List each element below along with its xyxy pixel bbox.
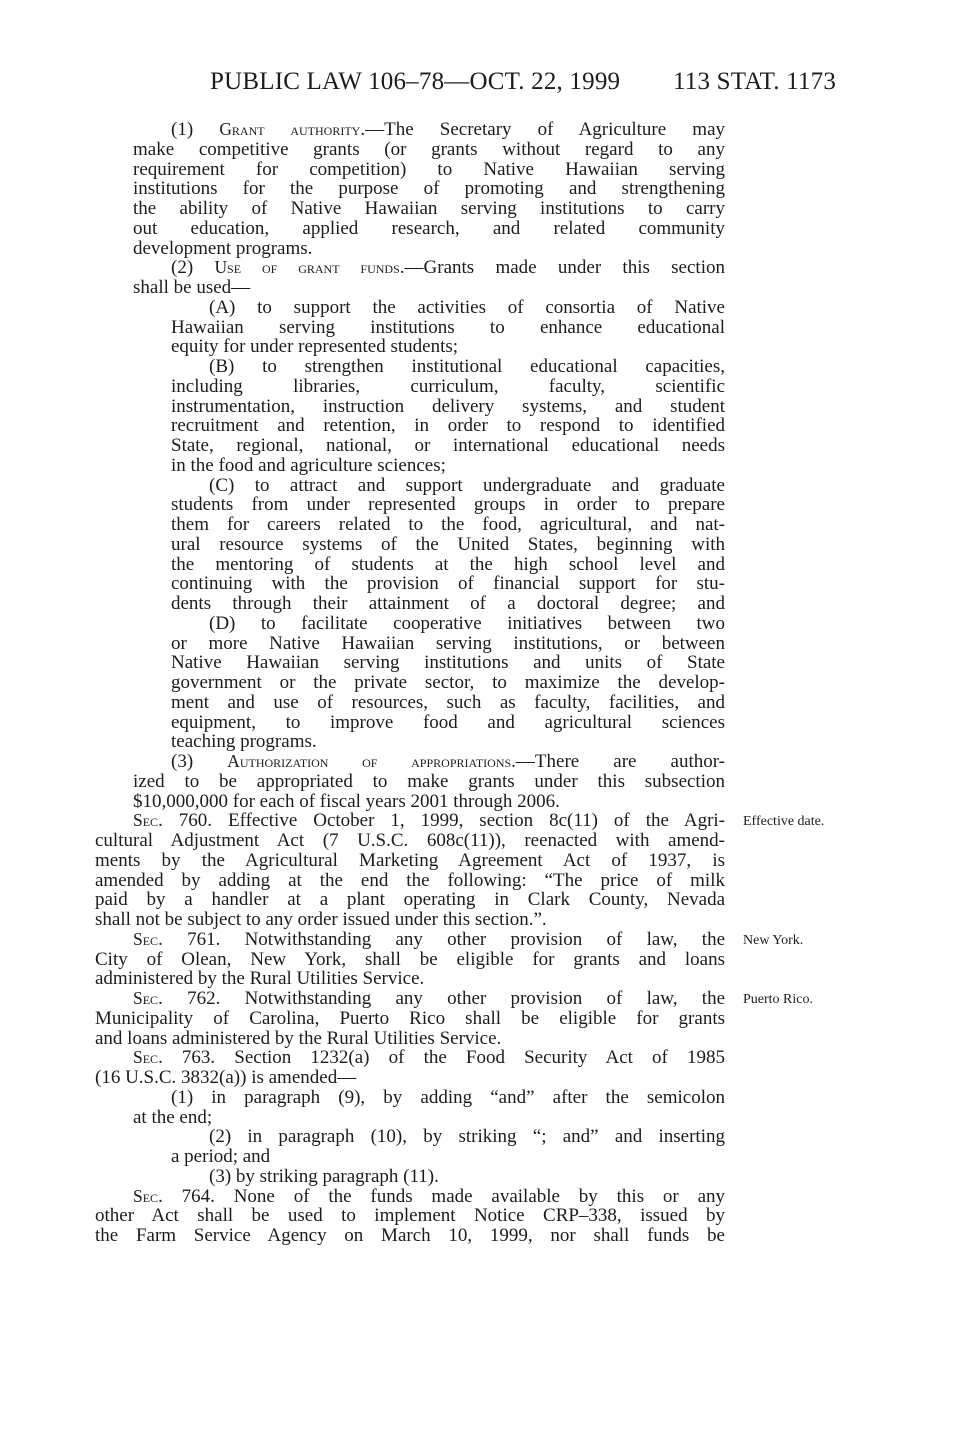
text-line	[171, 120, 725, 140]
text-line	[95, 851, 725, 871]
line-text: a period; and	[171, 1146, 271, 1167]
text-line	[133, 160, 725, 180]
text-line	[133, 1187, 725, 1207]
line-text: shall be used—	[133, 277, 251, 298]
margin-note: Effective date.	[743, 814, 825, 830]
line-text: paid by a handler at a plant operating in Clark County, Nevada	[95, 889, 725, 911]
text-line	[209, 357, 725, 377]
line-text: development programs.	[133, 237, 313, 259]
text-line	[95, 950, 725, 970]
line-text: in the food and agriculture sciences;	[171, 454, 446, 476]
text-line	[171, 594, 725, 614]
small-caps-heading: Sec	[133, 1185, 159, 1206]
text-line	[95, 831, 725, 851]
line-text: State, regional, national, or international educational needs	[171, 435, 725, 456]
text-line	[171, 732, 725, 752]
text-line	[171, 752, 725, 772]
text-line	[171, 337, 725, 357]
line-lead: (2)	[171, 257, 215, 279]
text-line	[171, 673, 725, 693]
line-text: equipment, to improve food and agricultural sciences	[171, 711, 725, 733]
line-text: the Farm Service Agency on March 10, 1999, nor shall funds be	[95, 1225, 725, 1246]
text-line	[171, 574, 725, 594]
text-line	[171, 495, 725, 515]
text-line	[171, 634, 725, 654]
line-text: equity for under represented students;	[171, 336, 459, 358]
text-line	[133, 199, 725, 219]
line-text: Municipality of Carolina, Puerto Rico shall be eligible for grants	[95, 1007, 725, 1029]
header-stat-page: 113 STAT. 1173	[673, 68, 837, 95]
line-text: the mentoring of students at the high school level and	[171, 553, 725, 575]
text-line	[171, 535, 725, 555]
text-line	[95, 1226, 725, 1246]
line-text: instrumentation, instruction delivery systems, and student	[171, 395, 725, 417]
text-line	[133, 1108, 725, 1128]
text-line	[171, 416, 725, 436]
line-text: out education, applied research, and related community	[133, 217, 725, 239]
text-line	[133, 239, 725, 259]
text-line	[95, 1009, 725, 1029]
line-text: ment and use of resources, such as faculty, facilities, and	[171, 691, 725, 713]
line-text: students from under represented groups in order to prepare	[171, 494, 725, 516]
line-text: (A) to support the activities of consortia of Native	[209, 296, 725, 318]
text-line	[133, 140, 725, 160]
line-text: cultural Adjustment Act (7 U.S.C. 608c(11)), reenacted with amend-	[95, 830, 725, 851]
text-line	[209, 1127, 725, 1147]
text-line	[133, 278, 725, 298]
line-text: continuing with the provision of financial support for stu-	[171, 573, 725, 595]
line-text: other Act shall be used to implement Notice CRP–338, issued by	[95, 1205, 725, 1227]
line-text: government or the private sector, to maximize the develop-	[171, 672, 725, 693]
line-text: or more Native Hawaiian serving institutions, or between	[171, 632, 725, 654]
text-line	[171, 1147, 725, 1167]
line-text: teaching programs.	[171, 731, 317, 753]
text-line	[171, 397, 725, 417]
small-caps-heading: Sec	[133, 1047, 159, 1068]
line-text: at the end;	[133, 1106, 213, 1128]
text-line	[171, 555, 725, 575]
text-line	[95, 910, 725, 930]
text-line	[171, 713, 725, 733]
text-line	[171, 1088, 725, 1108]
line-text: ments by the Agricultural Marketing Agreement Act of 1937, is	[95, 849, 725, 871]
line-text: them for careers related to the food, agricultural, and nat-	[171, 514, 725, 535]
text-line	[171, 693, 725, 713]
margin-note: New York.	[743, 932, 804, 948]
line-text: . 760. Effective October 1, 1999, section 8c(11) of the Agri-	[158, 810, 725, 832]
line-text: shall not be subject to any order issued under this section.”.	[95, 909, 547, 930]
line-text: administered by the Rural Utilities Service.	[95, 968, 425, 990]
line-text: (1) in paragraph (9), by adding “and” after the semicolon	[171, 1086, 725, 1108]
line-text: recruitment and retention, in order to respond to identified	[171, 415, 725, 437]
header-title: PUBLIC LAW 106–78—OCT. 22, 1999	[210, 68, 621, 95]
line-text: (16 U.S.C. 3832(a)) is amended—	[95, 1067, 357, 1088]
text-line	[133, 1048, 725, 1068]
text-line	[95, 969, 725, 989]
line-text: (3) by striking paragraph (11).	[209, 1165, 439, 1187]
text-line	[95, 871, 725, 891]
line-text: .—Grants made under this section	[399, 257, 725, 279]
text-line	[95, 1206, 725, 1226]
line-text: and loans administered by the Rural Utilities Service.	[95, 1027, 502, 1049]
line-text: .—The Secretary of Agriculture may	[360, 119, 726, 140]
small-caps-heading: Use of grant funds	[214, 257, 400, 278]
text-line	[209, 476, 725, 496]
line-text: . 761. Notwithstanding any other provision of law, the	[158, 928, 725, 950]
text-line	[209, 614, 725, 634]
line-text: (2) in paragraph (10), by striking “; and” and inserting	[209, 1126, 725, 1148]
text-line	[133, 989, 725, 1009]
line-text: .—There are author-	[511, 751, 725, 772]
text-line	[133, 219, 725, 239]
line-text: . 763. Section 1232(a) of the Food Security Act of 1985	[158, 1047, 725, 1069]
document-body	[95, 119, 726, 1246]
text-line	[209, 298, 725, 318]
text-line	[95, 1068, 725, 1088]
line-lead: (1)	[171, 119, 220, 140]
text-line	[171, 436, 725, 456]
line-text: (B) to strengthen institutional educational capacities,	[209, 356, 725, 377]
line-text: . 762. Notwithstanding any other provision of law, the	[158, 988, 725, 1009]
line-text: make competitive grants (or grants without regard to any	[133, 138, 725, 160]
text-line	[133, 930, 725, 950]
line-text: Native Hawaiian serving institutions and units of State	[171, 652, 725, 674]
text-line	[171, 258, 725, 278]
small-caps-heading: Sec	[133, 928, 159, 949]
page-header	[0, 68, 963, 102]
line-text: the ability of Native Hawaiian serving institutions to carry	[133, 198, 725, 219]
text-line	[133, 792, 725, 812]
small-caps-heading: Authorization of appropriations	[227, 751, 512, 771]
line-text: amended by adding at the end the following: “The price of milk	[95, 869, 725, 891]
line-text: institutions for the purpose of promoting and strengthening	[133, 178, 725, 200]
line-text: City of Olean, New York, shall be eligible for grants and loans	[95, 948, 725, 970]
line-text: (C) to attract and support undergraduate and graduate	[209, 474, 725, 496]
line-text: . 764. None of the funds made available by this or any	[158, 1185, 725, 1207]
line-text: ural resource systems of the United States, beginning with	[171, 533, 725, 555]
margin-note: Puerto Rico.	[743, 992, 813, 1007]
text-line	[171, 318, 725, 338]
text-line	[95, 1029, 725, 1049]
line-text: Hawaiian serving institutions to enhance educational	[171, 316, 725, 338]
line-text: requirement for competition) to Native Hawaiian serving	[133, 158, 725, 180]
line-text: ized to be appropriated to make grants under this subsection	[133, 770, 725, 792]
small-caps-heading: Sec	[133, 988, 159, 1008]
small-caps-heading: Sec	[133, 810, 159, 831]
text-line	[209, 1167, 725, 1187]
text-line	[133, 811, 725, 831]
line-text: dents through their attainment of a doctoral degree; and	[171, 593, 725, 614]
line-lead: (3)	[171, 751, 228, 772]
text-line	[95, 890, 725, 910]
line-text: including libraries, curriculum, faculty, scientific	[171, 375, 725, 397]
text-line	[133, 179, 725, 199]
small-caps-heading: Grant authority	[219, 119, 361, 139]
line-text: (D) to facilitate cooperative initiatives between two	[209, 612, 725, 634]
text-line	[171, 515, 725, 535]
text-line	[171, 653, 725, 673]
line-text: $10,000,000 for each of fiscal years 2001 through 2006.	[133, 790, 560, 812]
text-line	[171, 456, 725, 476]
text-line	[171, 377, 725, 397]
text-line	[133, 772, 725, 792]
